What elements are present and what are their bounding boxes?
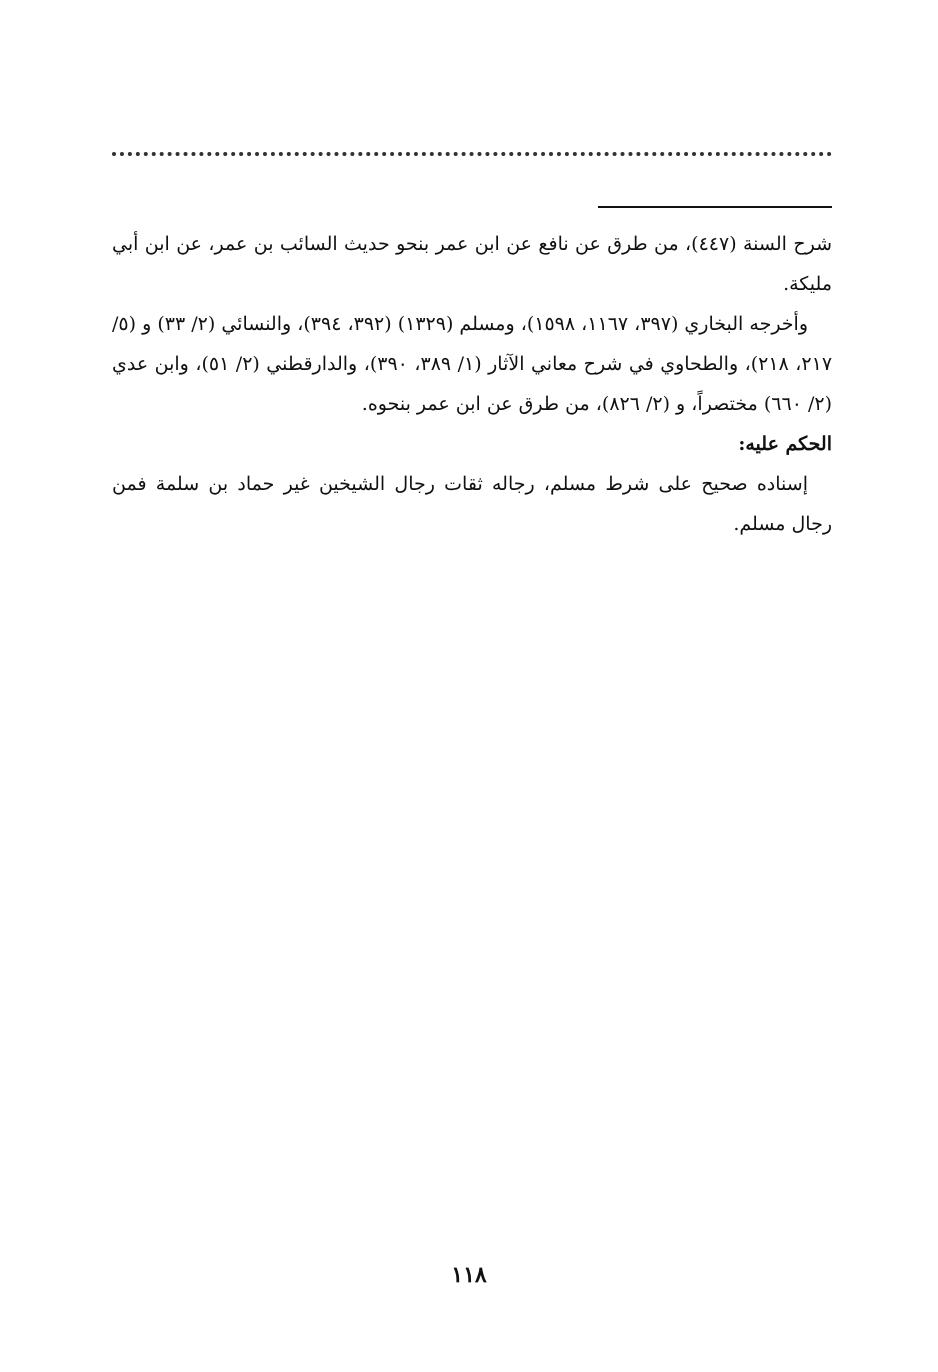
paragraph-ruling: إسناده صحيح على شرط مسلم، رجاله ثقات رجال الشيخين غير حماد بن سلمة فمن رجال مسلم. [112,473,832,535]
footnote-separator-line [598,206,832,208]
paragraph-source: شرح السنة (٤٤٧)، من طرق عن نافع عن ابن عمر بنحو حديث السائب بن عمر، عن ابن أبي مليكة. [112,233,832,295]
dotted-separator [112,152,832,156]
ruling-heading: الحكم عليه: [738,433,832,455]
page-number: ١١٨ [451,1262,487,1288]
footnote-body [112,224,832,544]
paragraph-takhrij: وأخرجه البخاري (٣٩٧، ١١٦٧، ١٥٩٨)، ومسلم (١٣٢٩) (٣٩٢، ٣٩٤)، والنسائي (٢/ ٣٣) و (٥/ ٢١٧، ٢١٨)، والطحاوي في شرح معاني الآثار (١/ ٣٨٩، ٣٩٠)، والدارقطني (٢/ ٥١)، وابن عدي (٢/ ٦٦٠) مختصراً، و (٢/ ٨٢٦)، من طرق عن ابن عمر بنحوه. [112,313,833,415]
